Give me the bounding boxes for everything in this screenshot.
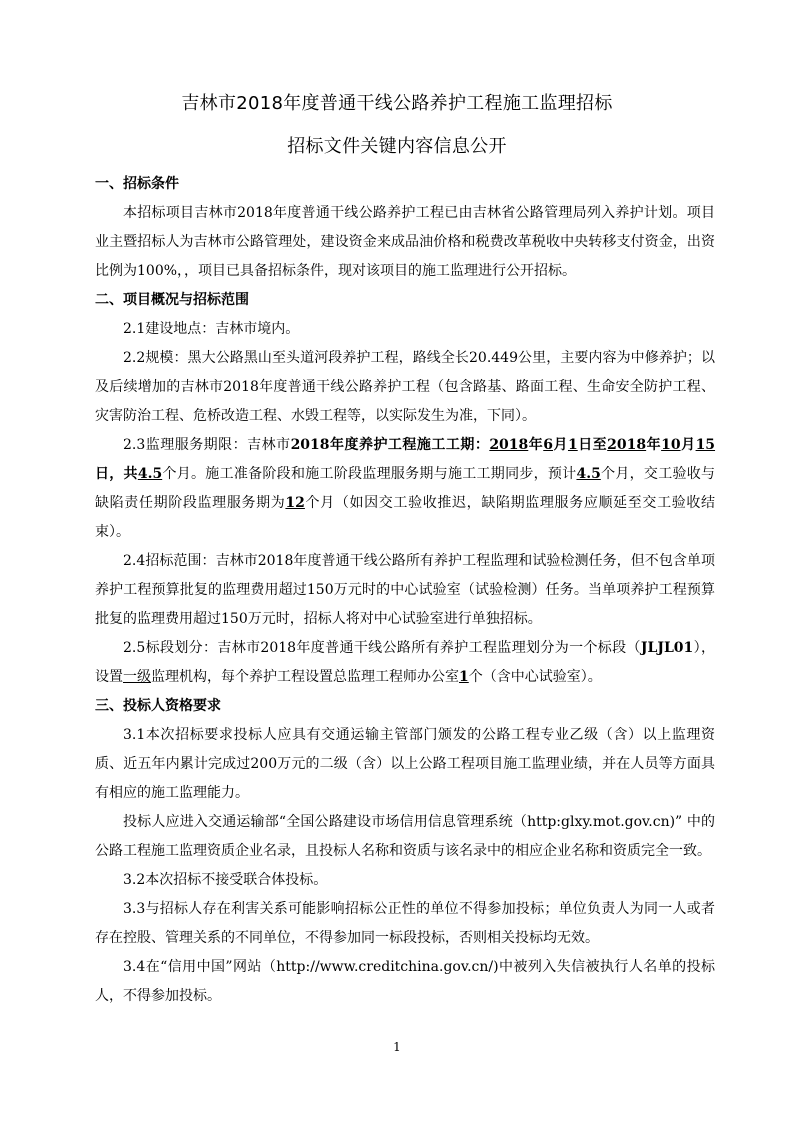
section-1-paragraph: 本招标项目吉林市2018年度普通干线公路养护工程已由吉林省公路管理局列入养护计划。项目业主暨招标人为吉林市公路管理处，建设资金来成品油价格和税费改革税收中央转移支付资金，出资比例为100%，，项目已具备招标条件，现对该项目的施工监理进行公开招标。 — [95, 205, 715, 279]
paragraph-3-1-b: 投标人应进入交通运输部“全国公路建设市场信用信息管理系统（http:glxy.mot.gov.cn)” 中的公路工程施工监理资质企业名录，且投标人名称和资质与该名录中的相应企业名称和资质完全一致。 — [95, 814, 715, 859]
document-title: 吉林市2018年度普通干线公路养护工程施工监理招标 — [181, 93, 613, 114]
p25-text-b: ），设置 — [95, 640, 715, 685]
p25-text-d: 个（含中心试验室）。 — [468, 669, 602, 685]
p25-text-a: 2.5标段划分：吉林市2018年度普通干线公路所有养护工程监理划分为一个标段（ — [123, 640, 641, 656]
p23-text-c: 年 — [528, 437, 544, 453]
p23-text-h: 日，共 — [95, 466, 138, 482]
p23-text-f: 年 — [646, 437, 662, 453]
p23-text-j: 个月，交工验收与缺陷责任期阶段监理服务期为 — [95, 466, 716, 511]
end-day: 15 — [695, 437, 716, 453]
p23-text-i: 个月。施工准备阶段和施工阶段监理服务期与施工工期同步，预计 — [162, 466, 577, 482]
paragraph-3-3: 3.3与招标人存在利害关系可能影响招标公正性的单位不得参加投标；单位负责人为同一人或者存在控股、管理关系的不同单位，不得参加同一标段投标，否则相关投标均无效。 — [95, 901, 715, 946]
paragraph-3-4: 3.4在“信用中国”网站（http://www.creditchina.gov.cn/)中被列入失信被执行人名单的投标人，不得参加投标。 — [95, 959, 715, 1004]
paragraph-2-4: 2.4招标范围：吉林市2018年度普通干线公路所有养护工程监理和试验检测任务，但不包含单项养护工程预算批复的监理费用超过150万元时的中心试验室（试验检测）任务。当单项养护工程预算批复的监理费用超过150万元时，招标人将对中心试验室进行单独招标。 — [95, 553, 715, 627]
paragraph-3-1: 3.1本次招标要求投标人应具有交通运输主管部门颁发的公路工程专业乙级（含）以上监理资质、近五年内累计完成过200万元的二级（含）以上公路工程项目施工监理业绩，并在人员等方面具有相应的施工监理能力。 — [95, 727, 715, 801]
construction-months: 4.5 — [576, 466, 601, 482]
p23-text-g: 月 — [680, 437, 696, 453]
section-heading-2: 二、项目概况与招标范围 — [95, 292, 249, 308]
section-heading-3: 三、投标人资格要求 — [95, 698, 221, 714]
start-year: 2018 — [489, 437, 529, 453]
p25-text-c: 监理机构，每个养护工程设置总监理工程师办公室 — [151, 669, 459, 685]
paragraph-2-1: 2.1建设地点：吉林市境内。 — [123, 321, 300, 337]
document-body — [95, 170, 715, 1011]
p23-text-b: 2018年度养护工程施工工期： — [290, 437, 490, 453]
p23-text-a: 2.3监理服务期限：吉林市 — [123, 437, 291, 453]
duration-months: 4.5 — [137, 466, 163, 482]
p23-text-k: 个月（如因交工验收推迟，缺陷期监理服务应顺延至交工验收结束）。 — [95, 495, 716, 540]
paragraph-2-5 — [95, 634, 715, 692]
paragraph-2-2: 2.2规模：黑大公路黑山至头道河段养护工程，路线全长20.449公里，主要内容为中修养护；以及后续增加的吉林市2018年度普通干线公路养护工程（包含路基、路面工程、生命安全防护工程、灾害防治工程、危桥改造工程、水毁工程等，以实际发生为准，下同）。 — [95, 350, 715, 424]
supervision-level: 一级 — [123, 669, 151, 685]
paragraph-2-3 — [95, 431, 715, 547]
end-month: 10 — [661, 437, 681, 453]
page-number: 1 — [393, 1040, 401, 1054]
document-subtitle: 招标文件关键内容信息公开 — [287, 136, 507, 157]
p23-text-e: 日至 — [577, 437, 608, 453]
section-code: JLJL01 — [640, 640, 694, 656]
start-month: 6 — [543, 437, 553, 453]
p23-text-d: 月 — [553, 437, 568, 453]
section-heading-1: 一、招标条件 — [95, 176, 179, 192]
office-count: 1 — [459, 669, 469, 685]
start-day: 1 — [567, 437, 578, 453]
paragraph-3-2: 3.2本次招标不接受联合体投标。 — [123, 872, 328, 888]
defect-months: 12 — [285, 495, 305, 511]
end-year: 2018 — [607, 437, 647, 453]
